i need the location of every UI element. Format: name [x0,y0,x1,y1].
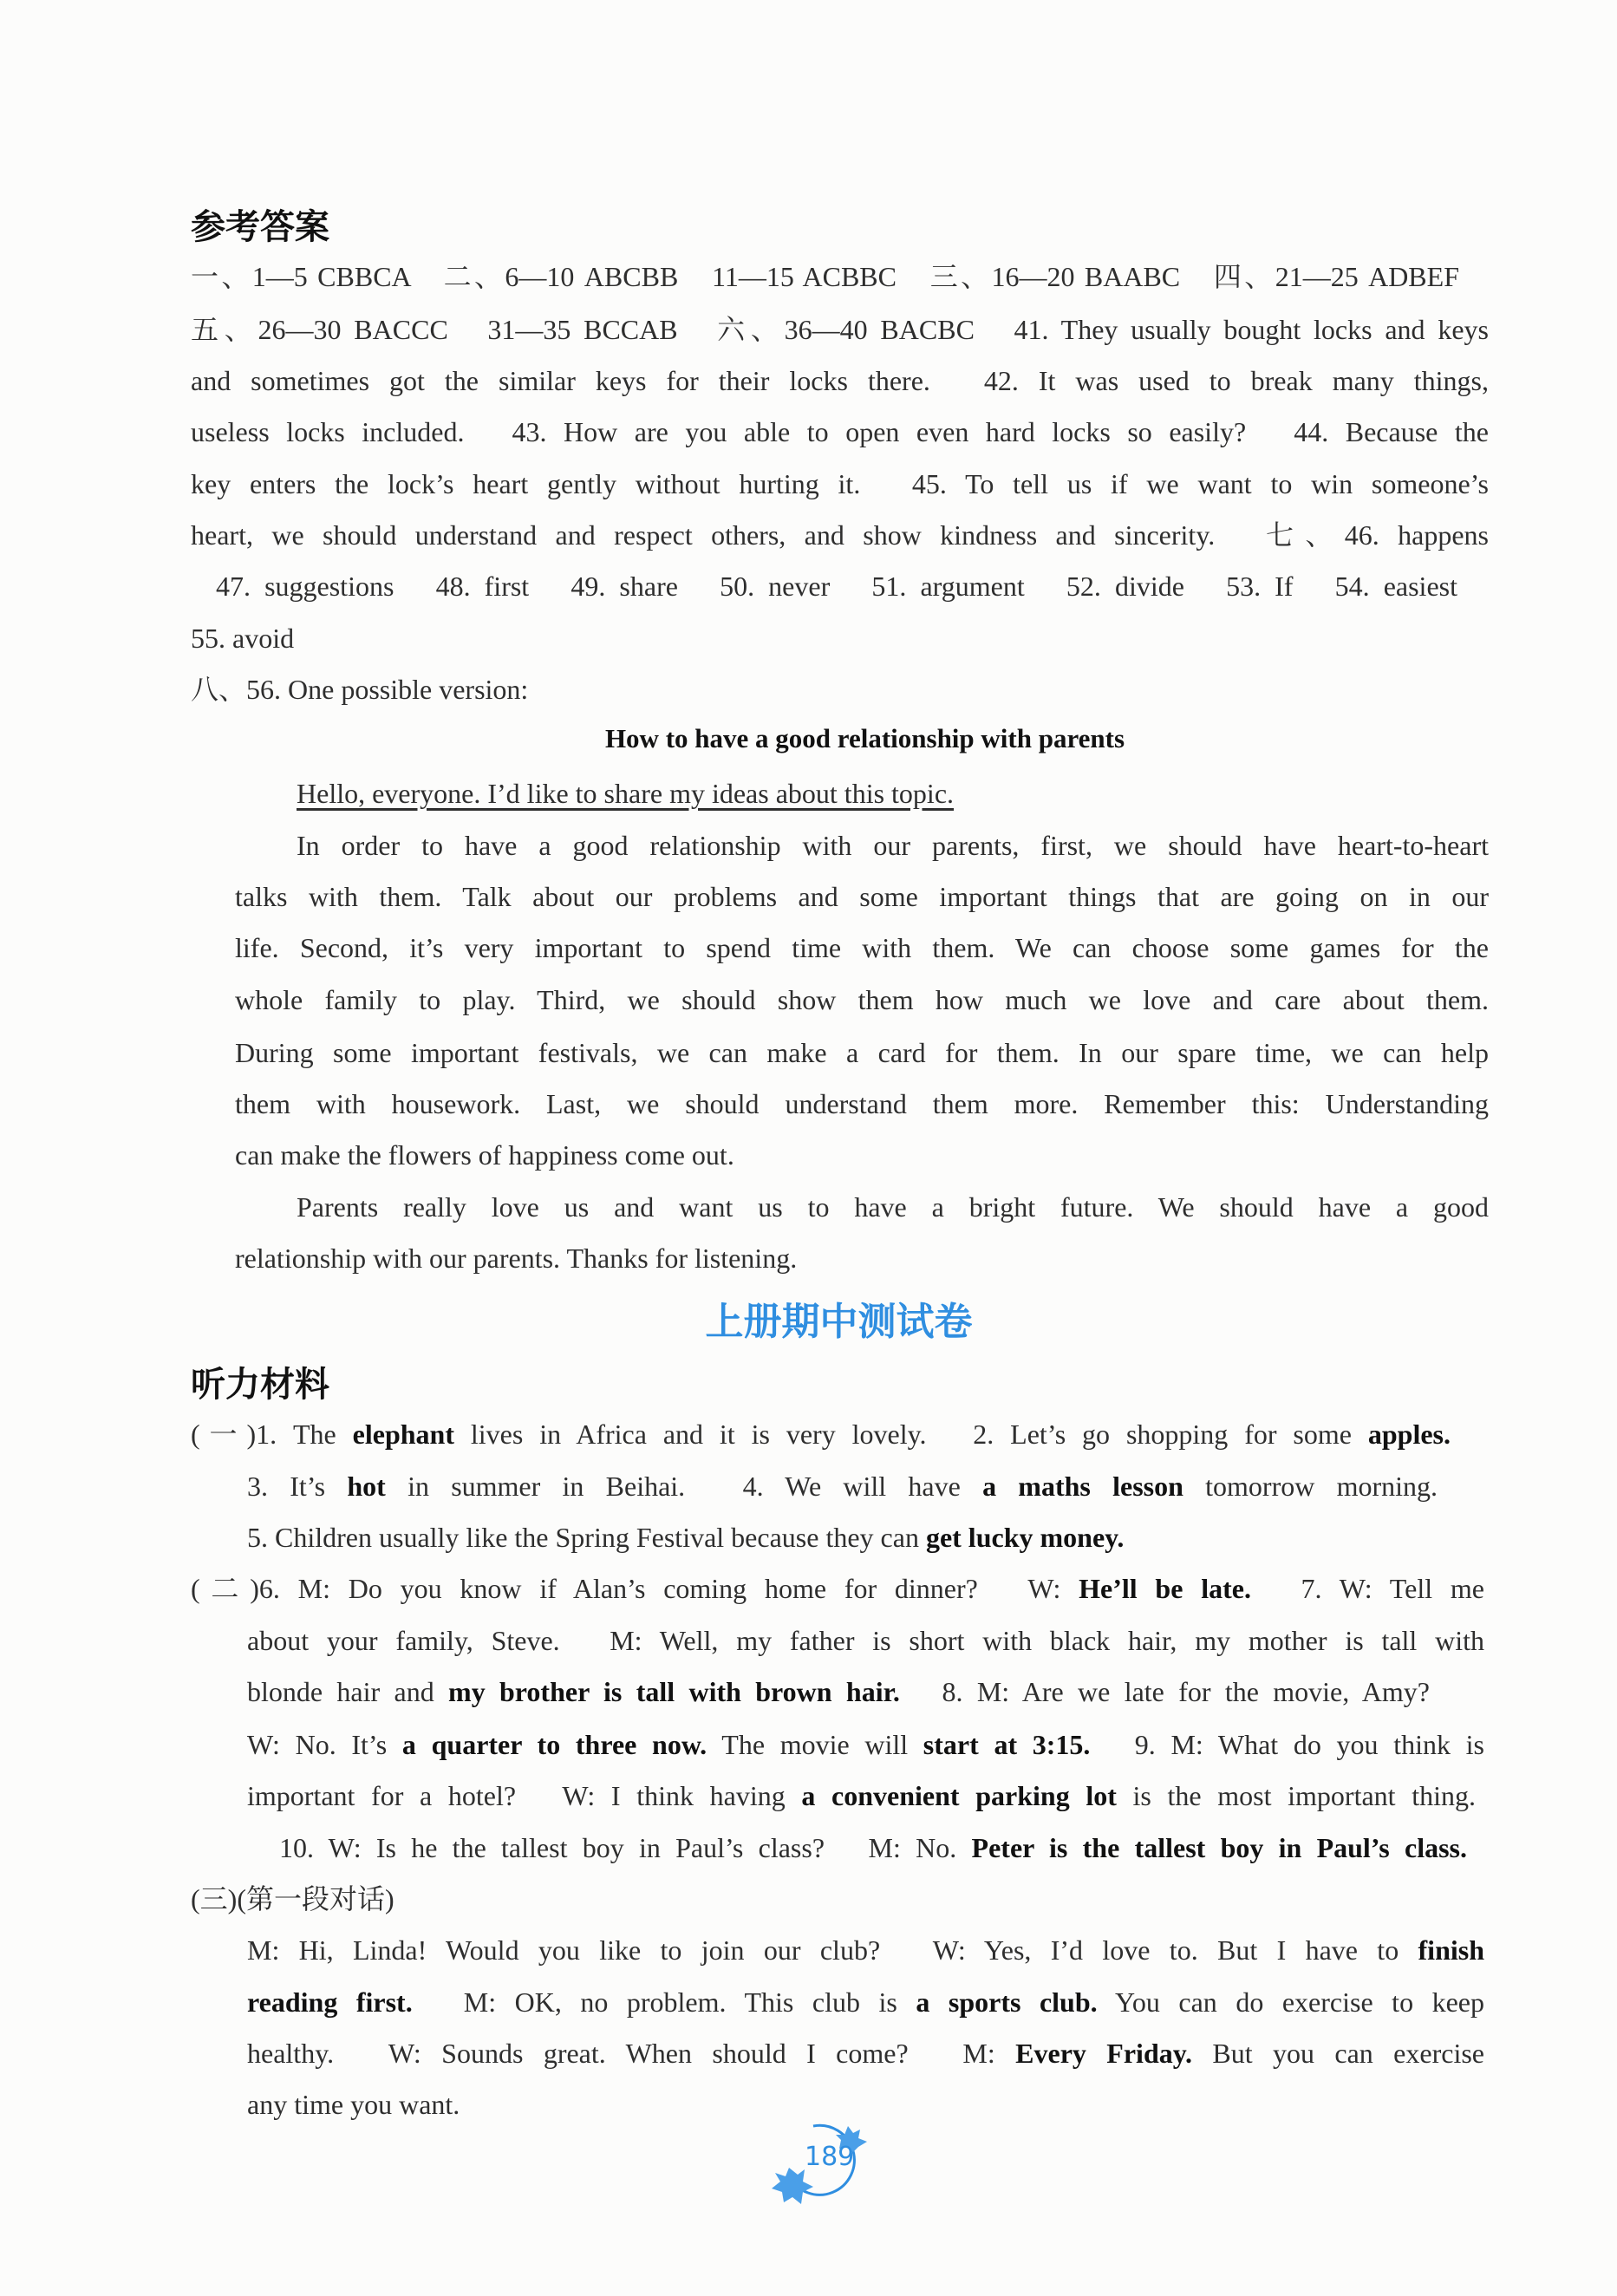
text-segment: talks with them. Talk about our problems and some important things that are going on in our [235,881,1489,912]
text-line [247,1623,1484,1658]
text-segment: 9. M: What do you think is [1090,1729,1484,1760]
text-line [191,414,1489,449]
text-segment: key enters the lock’s heart gently without hurting it. 45. To tell us if we want to win someone’s [191,468,1489,499]
text-segment: whole family to play. Third, we should show them how much we love and care about them. [235,984,1489,1015]
text-segment: The movie will [707,1729,923,1760]
text-segment: relationship with our parents. Thanks for listening. [235,1243,798,1274]
text-segment: 7. W: Tell me [1250,1573,1484,1604]
text-segment: 5. Children usually like the Spring Festival because they can [247,1522,926,1553]
text-segment: in summer in Beihai. 4. We will have [385,1471,983,1502]
text-segment: and sometimes got the similar keys for their locks there. 42. It was used to break many things, [191,365,1489,396]
bold-answer-text: start at 3:15. [923,1729,1091,1760]
text-segment: You can do exercise to keep [1097,1986,1484,2018]
text-segment: life. Second, it’s very important to spend time with them. We can choose some games for the [235,932,1489,963]
text-segment: 8. M: Are we late for the movie, Amy? [899,1676,1430,1707]
text-line [191,518,1489,552]
text-line [235,1035,1489,1070]
text-segment: about your family, Steve. M: Well, my father is short with black hair, my mother is tall with [247,1625,1484,1656]
text-segment: But you can exercise [1191,2038,1484,2069]
text-line [191,1882,394,1916]
page-number: 189 [805,2142,855,2172]
text-segment: 一、1—5 CBBCA 二、6—10 ABCBB 11—15 ACBBC 三、16—20 BAABC 四、21—25 ADBEF [191,261,1459,292]
text-line [191,312,1489,347]
text-segment: can make the flowers of happiness come out. [235,1139,734,1171]
text-segment: 10. W: Is he the tallest boy in Paul’s class? M: No. [279,1832,972,1863]
text-line [191,1417,1451,1451]
text-line [247,1727,1484,1762]
bold-answer-text: He’ll be late. [1079,1573,1251,1604]
text-line [279,1830,1467,1865]
text-line [297,1190,1489,1224]
text-segment: 八、56. One possible version: [191,674,529,705]
text-line [247,2036,1484,2071]
bold-answer-text: reading first. [247,1986,413,2018]
text-line [235,930,1489,965]
text-segment: 五、26—30 BACCC 31—35 BCCAB 六、36—40 BACBC 41. They usually bought locks and keys [191,314,1489,345]
text-line [235,1138,734,1172]
text-segment: In order to have a good relationship with our parents, first, we should have heart-to-heart [297,830,1489,861]
text-line [247,1469,1438,1503]
bold-answer-text: finish [1418,1934,1484,1966]
text-segment: 55. avoid [191,623,295,654]
text-segment: 47. suggestions 48. first 49. share 50. never 51. argument 52. divide 53. If 54. easiest [216,571,1457,602]
text-segment: blonde hair and [247,1676,449,1707]
text-line [235,879,1489,914]
text-segment: healthy. W: Sounds great. When should I come? M: [247,2038,1016,2069]
bold-answer-text: get lucky money. [925,1522,1125,1553]
text-segment: Hello, everyone. I’d like to share my ideas about this topic. [297,778,955,809]
listening-heading: 听力材料 [191,1365,329,1405]
text-segment: W: No. It’s [247,1729,402,1760]
text-segment: any time you want. [247,2089,460,2120]
text-line [297,776,954,811]
section-title: 上册期中测试卷 [705,1300,973,1344]
bold-answer-text: a maths lesson [982,1471,1183,1502]
text-line [247,1933,1484,1967]
text-line [235,982,1489,1017]
bold-answer-text: Peter is the tallest boy in Paul’s class. [971,1832,1467,1863]
text-line [191,1571,1484,1606]
bold-answer-text: apples. [1367,1419,1451,1450]
text-line [247,2087,460,2122]
bold-answer-text: hot [347,1471,386,1502]
answers-heading: 参考答案 [191,207,329,247]
text-line [191,621,294,656]
text-line [235,1241,797,1275]
text-segment: M: Hi, Linda! Would you like to join our club? W: Yes, I’d love to. But I have to [247,1934,1418,1966]
text-segment: lives in Africa and it is very lovely. 2. Let’s go shopping for some [453,1419,1368,1450]
bold-answer-text: a quarter to three now. [401,1729,707,1760]
text-line [235,1086,1489,1121]
text-segment: Parents really love us and want us to have a bright future. We should have a good [297,1191,1489,1223]
text-segment: (三)(第一段对话) [191,1883,394,1914]
text-segment: useless locks included. 43. How are you able to open even hard locks so easily? 44. Because the [191,416,1489,447]
text-line [191,672,528,707]
text-segment: them with housework. Last, we should understand them more. Remember this: Understanding [235,1088,1489,1119]
text-line [191,466,1489,501]
bold-answer-text: a convenient parking lot [801,1780,1117,1811]
essay-title: How to have a good relationship with parents [604,723,1125,753]
text-segment: M: OK, no problem. This club is [412,1986,916,2018]
text-segment: tomorrow morning. [1183,1471,1438,1502]
text-line [247,1778,1476,1813]
text-line [247,1520,1124,1555]
text-segment: (二)6. M: Do you know if Alan’s coming home for dinner? W: [191,1573,1079,1604]
bold-answer-text: a sports club. [916,1986,1098,2018]
text-line [191,363,1489,398]
page-number-badge [763,2107,884,2220]
bold-answer-text: elephant [352,1419,454,1450]
bold-answer-text: my brother is tall with brown hair. [448,1676,900,1707]
text-segment: is the most important thing. [1116,1780,1476,1811]
text-segment: During some important festivals, we can make a card for them. In our spare time, we can help [235,1037,1489,1068]
text-segment: 3. It’s [247,1471,348,1502]
text-segment: important for a hotel? W: I think having [247,1780,802,1811]
text-segment: heart, we should understand and respect others, and show kindness and sincerity. 七、46. happens [191,519,1489,551]
text-line [191,259,1459,294]
text-line [247,1985,1484,2019]
text-line [247,1674,1430,1709]
text-segment: (一)1. The [191,1419,353,1450]
text-line [216,569,1457,603]
bold-answer-text: Every Friday. [1015,2038,1192,2069]
text-line [297,828,1489,863]
